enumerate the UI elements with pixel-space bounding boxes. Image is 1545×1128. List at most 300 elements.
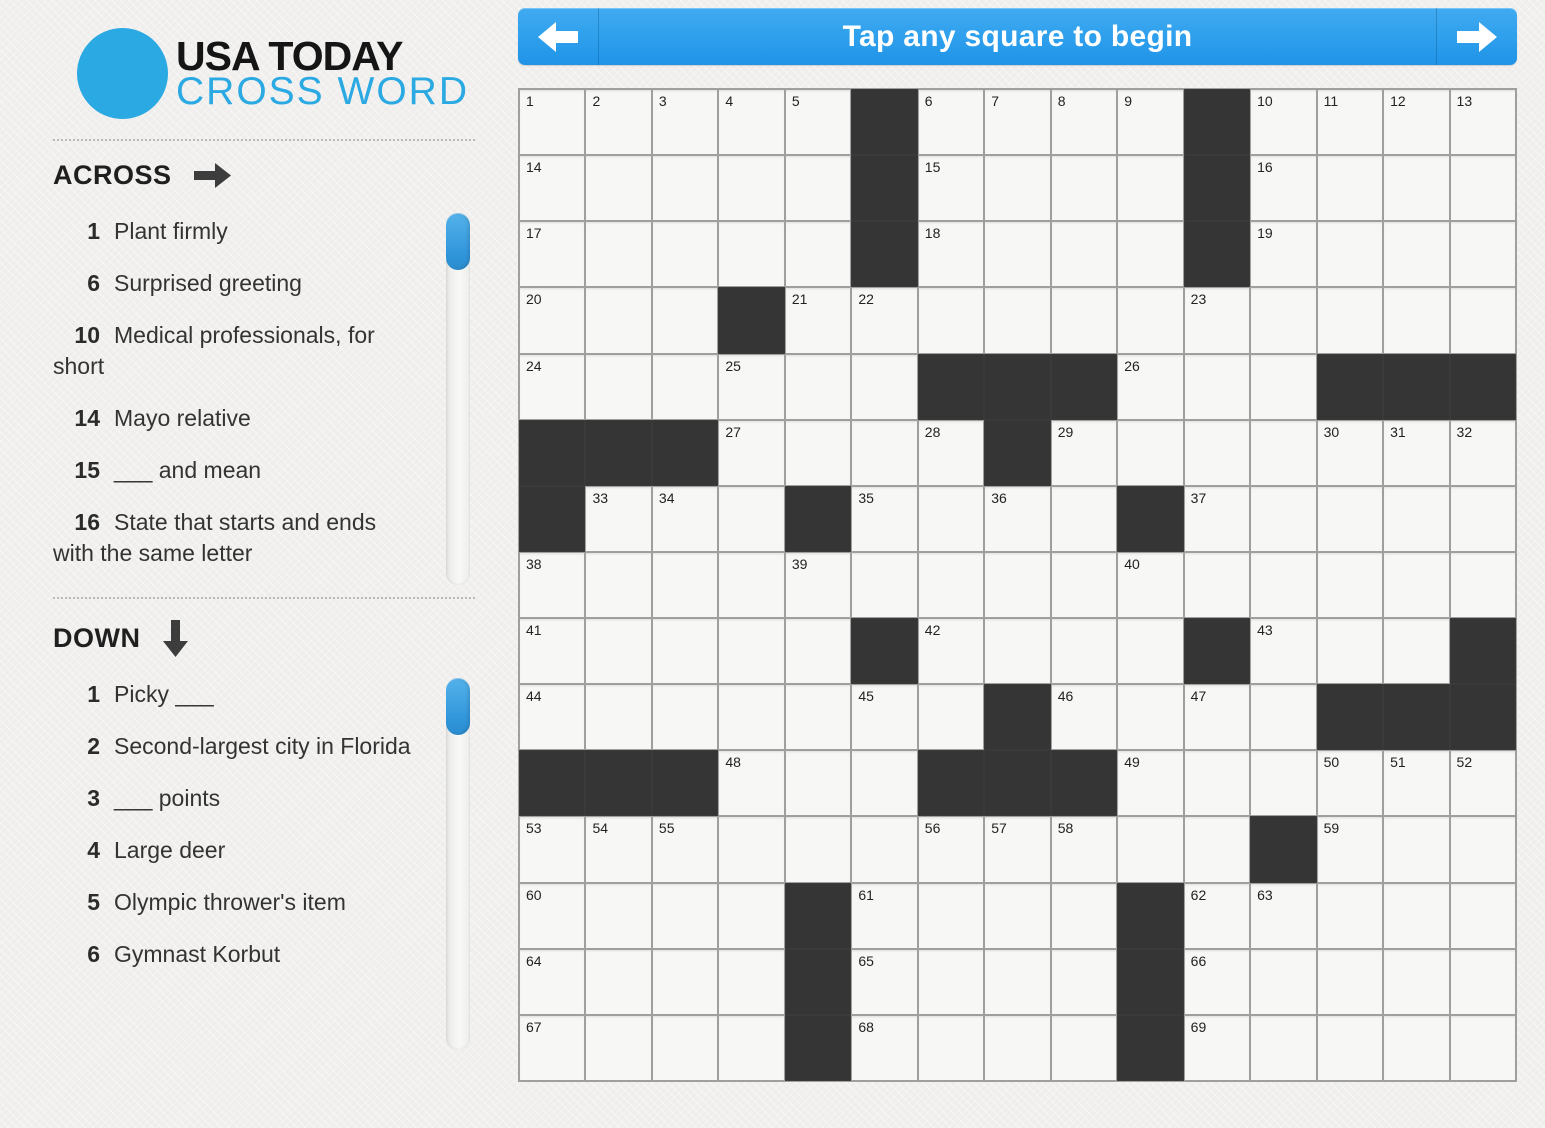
grid-cell[interactable] bbox=[786, 90, 850, 154]
grid-cell[interactable] bbox=[1251, 619, 1315, 683]
grid-cell[interactable] bbox=[1451, 950, 1515, 1014]
cell-number: 42 bbox=[924, 622, 941, 639]
down-scrollbar-track[interactable] bbox=[446, 678, 470, 1050]
grid-cell[interactable] bbox=[1318, 619, 1382, 683]
grid-cell[interactable] bbox=[1052, 288, 1116, 352]
cell-number: 1 bbox=[526, 93, 534, 109]
grid-cell[interactable] bbox=[1451, 751, 1515, 815]
grid-cell[interactable] bbox=[520, 1016, 584, 1080]
grid-cell[interactable] bbox=[985, 817, 1049, 881]
grid-cell[interactable] bbox=[919, 884, 983, 948]
grid-cell[interactable] bbox=[586, 487, 650, 551]
grid-cell[interactable] bbox=[1052, 950, 1116, 1014]
black-square bbox=[1451, 685, 1515, 749]
grid-cell[interactable] bbox=[586, 90, 650, 154]
grid-cell[interactable] bbox=[520, 90, 584, 154]
grid-cell[interactable] bbox=[586, 884, 650, 948]
grid-cell[interactable] bbox=[653, 685, 717, 749]
grid-cell[interactable] bbox=[1251, 1016, 1315, 1080]
grid-cell[interactable] bbox=[1185, 817, 1249, 881]
grid-cell[interactable] bbox=[985, 884, 1049, 948]
grid-cell[interactable] bbox=[1384, 421, 1448, 485]
cell-number: 43 bbox=[1257, 622, 1273, 639]
grid-cell[interactable] bbox=[520, 950, 584, 1014]
grid-cell[interactable] bbox=[1251, 421, 1315, 485]
grid-cell[interactable] bbox=[653, 553, 717, 617]
grid-cell[interactable] bbox=[1318, 421, 1382, 485]
grid-cell[interactable] bbox=[1052, 156, 1116, 220]
grid-cell[interactable] bbox=[1185, 553, 1249, 617]
grid-cell[interactable] bbox=[1451, 288, 1515, 352]
grid-cell[interactable] bbox=[985, 619, 1049, 683]
grid-cell[interactable] bbox=[1185, 884, 1249, 948]
cell-number: 52 bbox=[1456, 754, 1473, 771]
logo-circle-icon bbox=[77, 28, 168, 119]
cell-number: 16 bbox=[1257, 159, 1273, 176]
grid-cell[interactable] bbox=[1052, 553, 1116, 617]
across-heading-label: ACROSS bbox=[53, 160, 172, 190]
down-clue-5[interactable]: 5 Olympic thrower's item bbox=[53, 887, 421, 918]
black-square bbox=[1384, 355, 1448, 419]
cell-number: 50 bbox=[1323, 754, 1340, 771]
cell-number: 40 bbox=[1124, 555, 1140, 572]
grid-cell[interactable] bbox=[586, 685, 650, 749]
grid-cell[interactable] bbox=[1451, 90, 1515, 154]
grid-cell[interactable] bbox=[1251, 222, 1315, 286]
grid-cell[interactable] bbox=[985, 1016, 1049, 1080]
grid-cell[interactable] bbox=[1451, 421, 1515, 485]
grid-cell[interactable] bbox=[985, 156, 1049, 220]
grid-cell[interactable] bbox=[586, 1016, 650, 1080]
grid-cell[interactable] bbox=[719, 487, 783, 551]
grid-cell[interactable] bbox=[852, 950, 916, 1014]
grid-cell[interactable] bbox=[1451, 817, 1515, 881]
grid-cell[interactable] bbox=[1384, 751, 1448, 815]
grid-cell[interactable] bbox=[653, 817, 717, 881]
grid-cell[interactable] bbox=[1318, 156, 1382, 220]
black-square bbox=[852, 156, 916, 220]
cell-number: 10 bbox=[1257, 93, 1273, 109]
cell-number: 15 bbox=[924, 159, 941, 176]
cell-number: 57 bbox=[991, 820, 1007, 837]
grid-cell[interactable] bbox=[919, 421, 983, 485]
next-clue-button[interactable] bbox=[1436, 8, 1517, 65]
down-clue-4[interactable]: 4 Large deer bbox=[53, 835, 421, 866]
down-clue-3[interactable]: 3 ___ points bbox=[53, 783, 421, 814]
grid-cell[interactable] bbox=[586, 156, 650, 220]
black-square bbox=[1384, 685, 1448, 749]
right-arrow-icon bbox=[1457, 22, 1497, 52]
grid-cell[interactable] bbox=[919, 685, 983, 749]
cell-number: 65 bbox=[858, 952, 874, 969]
grid-cell[interactable] bbox=[1251, 156, 1315, 220]
grid-cell[interactable] bbox=[852, 553, 916, 617]
cell-number: 28 bbox=[924, 423, 941, 440]
grid-cell[interactable] bbox=[1251, 884, 1315, 948]
grid-cell[interactable] bbox=[1118, 817, 1182, 881]
grid-cell[interactable] bbox=[985, 222, 1049, 286]
cell-number: 18 bbox=[924, 225, 941, 242]
grid-cell[interactable] bbox=[786, 751, 850, 815]
grid-cell[interactable] bbox=[1384, 553, 1448, 617]
grid-cell[interactable] bbox=[1118, 288, 1182, 352]
grid-cell[interactable] bbox=[719, 751, 783, 815]
grid-cell[interactable] bbox=[719, 884, 783, 948]
cell-number: 14 bbox=[526, 159, 542, 176]
black-square bbox=[653, 751, 717, 815]
across-clue-10[interactable]: 10 Medical professionals, for short bbox=[53, 322, 375, 379]
grid-cell[interactable] bbox=[1118, 421, 1182, 485]
grid-cell[interactable] bbox=[1251, 950, 1315, 1014]
grid-cell[interactable] bbox=[1384, 487, 1448, 551]
down-heading bbox=[53, 620, 189, 657]
black-square bbox=[852, 222, 916, 286]
grid-cell[interactable] bbox=[1052, 90, 1116, 154]
grid-cell[interactable] bbox=[719, 1016, 783, 1080]
divider bbox=[53, 139, 475, 141]
grid-cell[interactable] bbox=[852, 355, 916, 419]
grid-cell[interactable] bbox=[520, 884, 584, 948]
grid-cell[interactable] bbox=[919, 487, 983, 551]
grid-cell[interactable] bbox=[1052, 884, 1116, 948]
grid-cell[interactable] bbox=[1251, 751, 1315, 815]
grid-cell[interactable] bbox=[985, 487, 1049, 551]
grid-cell[interactable] bbox=[1451, 553, 1515, 617]
grid-cell[interactable] bbox=[1185, 487, 1249, 551]
cell-number: 11 bbox=[1323, 93, 1339, 109]
black-square bbox=[520, 421, 584, 485]
black-square bbox=[786, 1016, 850, 1080]
black-square bbox=[1052, 751, 1116, 815]
cell-number: 21 bbox=[791, 291, 808, 308]
grid-cell[interactable] bbox=[852, 884, 916, 948]
cell-number: 19 bbox=[1257, 225, 1273, 242]
grid-cell[interactable] bbox=[586, 950, 650, 1014]
clue-bar bbox=[518, 8, 1517, 65]
cell-number: 51 bbox=[1390, 754, 1406, 771]
cell-number: 44 bbox=[526, 688, 542, 705]
grid-cell[interactable] bbox=[1318, 222, 1382, 286]
grid-cell[interactable] bbox=[520, 355, 584, 419]
black-square bbox=[786, 950, 850, 1014]
grid-cell[interactable] bbox=[719, 685, 783, 749]
grid-cell[interactable] bbox=[719, 421, 783, 485]
grid-cell[interactable] bbox=[520, 619, 584, 683]
grid-cell[interactable] bbox=[1185, 421, 1249, 485]
usatoday-crossword-logo bbox=[176, 33, 469, 113]
grid-cell[interactable] bbox=[1451, 156, 1515, 220]
grid-cell[interactable] bbox=[1052, 619, 1116, 683]
black-square bbox=[919, 751, 983, 815]
grid-cell[interactable] bbox=[719, 156, 783, 220]
grid-cell[interactable] bbox=[719, 222, 783, 286]
grid-cell[interactable] bbox=[719, 619, 783, 683]
grid-cell[interactable] bbox=[919, 156, 983, 220]
down-clue-6[interactable]: 6 Gymnast Korbut bbox=[53, 939, 421, 970]
cell-number: 58 bbox=[1057, 820, 1074, 837]
grid-cell[interactable] bbox=[1318, 884, 1382, 948]
grid-cell[interactable] bbox=[1118, 553, 1182, 617]
down-scrollbar-thumb[interactable] bbox=[446, 678, 470, 735]
cell-number: 49 bbox=[1124, 754, 1140, 771]
cell-number: 2 bbox=[592, 93, 601, 109]
black-square bbox=[1318, 685, 1382, 749]
grid-cell[interactable] bbox=[919, 1016, 983, 1080]
black-square bbox=[653, 421, 717, 485]
black-square bbox=[1118, 950, 1182, 1014]
grid-cell[interactable] bbox=[1185, 1016, 1249, 1080]
across-clue-6[interactable]: 6 Surprised greeting bbox=[53, 268, 421, 299]
grid-cell[interactable] bbox=[586, 222, 650, 286]
grid-cell[interactable] bbox=[852, 685, 916, 749]
grid-cell[interactable] bbox=[719, 817, 783, 881]
across-clue-16[interactable]: 16 State that starts and ends with the same letter bbox=[53, 509, 377, 566]
grid-cell[interactable] bbox=[919, 950, 983, 1014]
grid-cell[interactable] bbox=[1185, 950, 1249, 1014]
grid-cell[interactable] bbox=[520, 288, 584, 352]
grid-cell[interactable] bbox=[985, 950, 1049, 1014]
cell-number: 69 bbox=[1190, 1018, 1207, 1035]
cell-number: 46 bbox=[1057, 688, 1074, 705]
grid-cell[interactable] bbox=[786, 685, 850, 749]
black-square bbox=[586, 421, 650, 485]
grid-cell[interactable] bbox=[919, 222, 983, 286]
cell-number: 24 bbox=[526, 357, 542, 374]
grid-cell[interactable] bbox=[919, 817, 983, 881]
grid-cell[interactable] bbox=[1118, 90, 1182, 154]
black-square bbox=[1185, 222, 1249, 286]
cell-number: 5 bbox=[791, 93, 800, 109]
grid-cell[interactable] bbox=[1318, 1016, 1382, 1080]
grid-cell[interactable] bbox=[786, 156, 850, 220]
grid-cell[interactable] bbox=[852, 817, 916, 881]
cell-number: 38 bbox=[526, 555, 542, 572]
grid-cell[interactable] bbox=[586, 288, 650, 352]
grid-cell[interactable] bbox=[520, 685, 584, 749]
across-clue-list bbox=[53, 216, 421, 590]
grid-cell[interactable] bbox=[786, 553, 850, 617]
grid-cell[interactable] bbox=[852, 487, 916, 551]
grid-cell[interactable] bbox=[520, 817, 584, 881]
grid-cell[interactable] bbox=[786, 421, 850, 485]
cell-number: 33 bbox=[592, 489, 609, 506]
grid-cell[interactable] bbox=[985, 90, 1049, 154]
grid-cell[interactable] bbox=[653, 90, 717, 154]
down-clue-1[interactable]: 1 Picky ___ bbox=[53, 679, 421, 710]
grid-cell[interactable] bbox=[653, 288, 717, 352]
black-square bbox=[1185, 156, 1249, 220]
black-square bbox=[985, 685, 1049, 749]
grid-cell[interactable] bbox=[852, 1016, 916, 1080]
grid-cell[interactable] bbox=[786, 288, 850, 352]
black-square bbox=[1451, 619, 1515, 683]
grid-cell[interactable] bbox=[653, 355, 717, 419]
grid-cell[interactable] bbox=[1052, 685, 1116, 749]
cell-number: 7 bbox=[991, 93, 1000, 109]
black-square bbox=[1118, 1016, 1182, 1080]
grid-cell[interactable] bbox=[653, 950, 717, 1014]
across-scrollbar-thumb[interactable] bbox=[446, 213, 470, 270]
grid-cell[interactable] bbox=[586, 553, 650, 617]
grid-cell[interactable] bbox=[786, 355, 850, 419]
cell-number: 59 bbox=[1323, 820, 1340, 837]
prev-clue-button[interactable] bbox=[518, 8, 599, 65]
grid-cell[interactable] bbox=[653, 156, 717, 220]
grid-cell[interactable] bbox=[919, 553, 983, 617]
grid-cell[interactable] bbox=[719, 90, 783, 154]
cell-number: 39 bbox=[791, 555, 808, 572]
grid-cell[interactable] bbox=[1318, 950, 1382, 1014]
grid-cell[interactable] bbox=[1384, 90, 1448, 154]
grid-cell[interactable] bbox=[985, 553, 1049, 617]
clue-number: 4 bbox=[87, 837, 100, 863]
grid-cell[interactable] bbox=[653, 222, 717, 286]
grid-cell[interactable] bbox=[1118, 685, 1182, 749]
grid-cell[interactable] bbox=[1118, 222, 1182, 286]
grid-cell[interactable] bbox=[985, 288, 1049, 352]
across-scrollbar-track[interactable] bbox=[446, 213, 470, 585]
grid-cell[interactable] bbox=[1251, 288, 1315, 352]
grid-cell[interactable] bbox=[1318, 90, 1382, 154]
cell-number: 25 bbox=[725, 357, 741, 374]
grid-cell[interactable] bbox=[852, 421, 916, 485]
grid-cell[interactable] bbox=[719, 355, 783, 419]
cell-number: 20 bbox=[526, 291, 542, 308]
grid-cell[interactable] bbox=[1384, 222, 1448, 286]
grid-cell[interactable] bbox=[719, 553, 783, 617]
grid-cell[interactable] bbox=[786, 222, 850, 286]
down-clue-list bbox=[53, 679, 421, 991]
grid-cell[interactable] bbox=[1185, 355, 1249, 419]
down-clue-2[interactable]: 2 Second-largest city in Florida bbox=[53, 731, 421, 762]
grid-cell[interactable] bbox=[1384, 950, 1448, 1014]
grid-cell[interactable] bbox=[586, 817, 650, 881]
grid-cell[interactable] bbox=[786, 817, 850, 881]
across-right-arrow-icon bbox=[194, 162, 231, 189]
cell-number: 27 bbox=[725, 423, 741, 440]
grid-cell[interactable] bbox=[1384, 619, 1448, 683]
clue-number: 3 bbox=[87, 785, 100, 811]
cell-number: 62 bbox=[1190, 886, 1207, 903]
grid-cell[interactable] bbox=[719, 950, 783, 1014]
grid-cell[interactable] bbox=[653, 884, 717, 948]
cell-number: 23 bbox=[1190, 291, 1207, 308]
grid-cell[interactable] bbox=[1052, 487, 1116, 551]
grid-cell[interactable] bbox=[1318, 553, 1382, 617]
grid-cell[interactable] bbox=[1052, 222, 1116, 286]
grid-cell[interactable] bbox=[1318, 288, 1382, 352]
grid-cell[interactable] bbox=[1185, 685, 1249, 749]
grid-cell[interactable] bbox=[1318, 487, 1382, 551]
grid-cell[interactable] bbox=[586, 619, 650, 683]
black-square bbox=[786, 884, 850, 948]
clue-number: 10 bbox=[74, 322, 100, 348]
cell-number: 64 bbox=[526, 952, 542, 969]
across-heading bbox=[53, 160, 231, 191]
grid-cell[interactable] bbox=[653, 1016, 717, 1080]
grid-cell[interactable] bbox=[1451, 222, 1515, 286]
grid-cell[interactable] bbox=[586, 355, 650, 419]
black-square bbox=[1185, 619, 1249, 683]
grid-cell[interactable] bbox=[1384, 817, 1448, 881]
grid-cell[interactable] bbox=[1118, 751, 1182, 815]
black-square bbox=[1052, 355, 1116, 419]
divider bbox=[53, 597, 475, 599]
grid-cell[interactable] bbox=[1251, 355, 1315, 419]
grid-cell[interactable] bbox=[919, 90, 983, 154]
grid-cell[interactable] bbox=[852, 751, 916, 815]
grid-cell[interactable] bbox=[1384, 156, 1448, 220]
across-clue-1[interactable]: 1 Plant firmly bbox=[53, 216, 421, 247]
grid-cell[interactable] bbox=[1318, 751, 1382, 815]
grid-cell[interactable] bbox=[786, 619, 850, 683]
cell-number: 6 bbox=[924, 93, 933, 109]
clue-number: 16 bbox=[74, 509, 100, 535]
grid-cell[interactable] bbox=[1251, 487, 1315, 551]
clue-number: 2 bbox=[87, 733, 100, 759]
grid-cell[interactable] bbox=[919, 288, 983, 352]
grid-cell[interactable] bbox=[1118, 619, 1182, 683]
cell-number: 17 bbox=[526, 225, 542, 242]
across-clue-14[interactable]: 14 Mayo relative bbox=[53, 403, 421, 434]
grid-cell[interactable] bbox=[1251, 685, 1315, 749]
clue-number: 6 bbox=[87, 270, 100, 296]
cell-number: 63 bbox=[1257, 886, 1273, 903]
grid-cell[interactable] bbox=[520, 156, 584, 220]
grid-cell[interactable] bbox=[1318, 817, 1382, 881]
grid-cell[interactable] bbox=[653, 619, 717, 683]
grid-cell[interactable] bbox=[852, 288, 916, 352]
black-square bbox=[719, 288, 783, 352]
cell-number: 61 bbox=[858, 886, 874, 903]
grid-cell[interactable] bbox=[1251, 90, 1315, 154]
grid-cell[interactable] bbox=[520, 553, 584, 617]
grid-cell[interactable] bbox=[1118, 156, 1182, 220]
cell-number: 55 bbox=[658, 820, 675, 837]
cell-number: 22 bbox=[858, 291, 874, 308]
left-arrow-icon bbox=[538, 22, 578, 52]
grid-cell[interactable] bbox=[1451, 884, 1515, 948]
grid-cell[interactable] bbox=[1052, 817, 1116, 881]
grid-cell[interactable] bbox=[653, 487, 717, 551]
black-square bbox=[520, 751, 584, 815]
cell-number: 68 bbox=[858, 1018, 874, 1035]
cell-number: 36 bbox=[991, 489, 1007, 506]
grid-cell[interactable] bbox=[520, 222, 584, 286]
black-square bbox=[852, 619, 916, 683]
black-square bbox=[1185, 90, 1249, 154]
grid-cell[interactable] bbox=[1384, 288, 1448, 352]
black-square bbox=[1318, 355, 1382, 419]
grid-cell[interactable] bbox=[1384, 884, 1448, 948]
cell-number: 56 bbox=[924, 820, 941, 837]
grid-cell[interactable] bbox=[1185, 288, 1249, 352]
cell-number: 30 bbox=[1323, 423, 1340, 440]
grid-cell[interactable] bbox=[1185, 751, 1249, 815]
grid-cell[interactable] bbox=[1451, 487, 1515, 551]
across-clue-15[interactable]: 15 ___ and mean bbox=[53, 455, 421, 486]
grid-cell[interactable] bbox=[1251, 553, 1315, 617]
grid-cell[interactable] bbox=[1118, 355, 1182, 419]
grid-cell[interactable] bbox=[1384, 1016, 1448, 1080]
grid-cell[interactable] bbox=[1451, 1016, 1515, 1080]
grid-cell[interactable] bbox=[919, 619, 983, 683]
grid-cell[interactable] bbox=[1052, 1016, 1116, 1080]
black-square bbox=[985, 421, 1049, 485]
clue-number: 15 bbox=[74, 457, 100, 483]
grid-cell[interactable] bbox=[1052, 421, 1116, 485]
crossword-grid bbox=[518, 88, 1517, 1082]
